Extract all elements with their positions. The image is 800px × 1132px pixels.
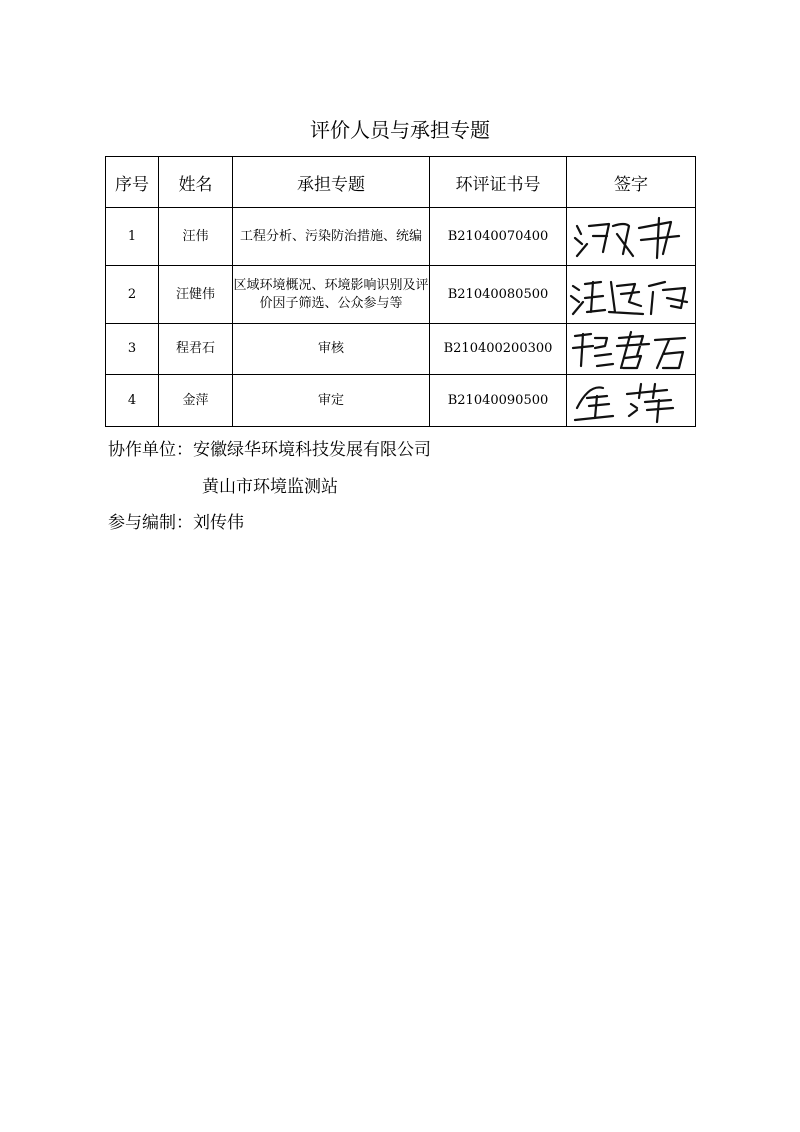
cooperation-line-1 (108, 438, 431, 462)
cell-name: 汪伟 (159, 208, 233, 266)
header-number: 序号 (106, 157, 159, 208)
cell-number: 2 (106, 266, 159, 324)
signature-image (567, 272, 695, 318)
table-row (106, 266, 696, 324)
cell-cert: B21040090500 (430, 375, 567, 427)
table-row (106, 375, 696, 427)
cell-topic: 工程分析、污染防治措施、统编 (233, 208, 430, 266)
participant-label: 参与编制： (108, 513, 193, 533)
cell-signature (567, 208, 696, 266)
cell-name: 汪健伟 (159, 266, 233, 324)
table-row (106, 208, 696, 266)
header-signature: 签字 (567, 157, 696, 208)
cell-signature (567, 266, 696, 324)
signature-image (567, 326, 695, 372)
cell-name: 程君石 (159, 324, 233, 375)
cooperation-unit: 黄山市环境监测站 (202, 477, 338, 497)
cell-number: 3 (106, 324, 159, 375)
table-row (106, 324, 696, 375)
cooperation-label: 协作单位： (108, 440, 193, 460)
cell-signature (567, 324, 696, 375)
cell-topic: 审核 (233, 324, 430, 375)
cell-name: 金萍 (159, 375, 233, 427)
cell-cert: B21040070400 (430, 208, 567, 266)
participant-name: 刘传伟 (193, 513, 244, 533)
signature-image (567, 214, 695, 260)
header-topic: 承担专题 (233, 157, 430, 208)
cell-cert: B210400200300 (430, 324, 567, 375)
header-name: 姓名 (159, 157, 233, 208)
cooperation-unit: 安徽绿华环境科技发展有限公司 (193, 440, 431, 460)
cell-signature (567, 375, 696, 427)
signature-image (567, 378, 695, 424)
cell-number: 1 (106, 208, 159, 266)
page-title: 评价人员与承担专题 (310, 118, 490, 142)
participant-line (108, 511, 244, 535)
cooperation-line-2 (202, 475, 338, 499)
header-cert: 环评证书号 (430, 157, 567, 208)
cell-topic: 审定 (233, 375, 430, 427)
cell-number: 4 (106, 375, 159, 427)
table-header-row (106, 157, 696, 208)
cell-cert: B21040080500 (430, 266, 567, 324)
cell-topic: 区域环境概况、环境影响识别及评价因子筛选、公众参与等 (233, 266, 430, 324)
staff-table (105, 156, 696, 427)
